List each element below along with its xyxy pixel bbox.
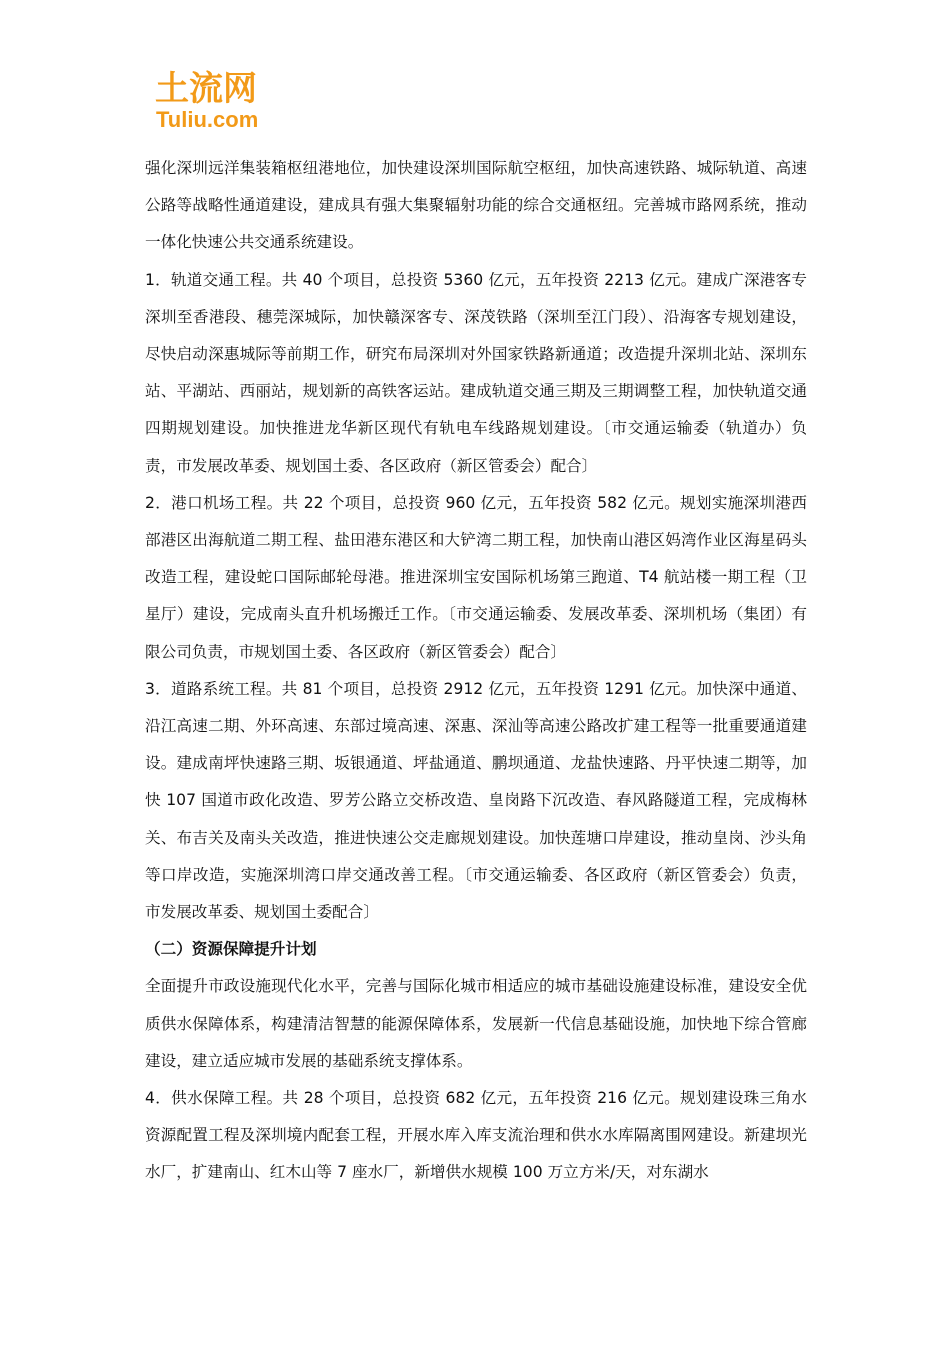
- logo-chinese-text: 土流网: [155, 69, 257, 109]
- logo-domain-text: Tuliu.com: [156, 107, 259, 132]
- paragraph-intro: 强化深圳远洋集装箱枢纽港地位，加快建设深圳国际航空枢纽，加快高速铁路、城际轨道、高速公路等战略性通道建设，建成具有强大集聚辐射功能的综合交通枢纽。完善城市路网系统，推动一体化快速公共交通系统建设。: [145, 159, 807, 252]
- paragraph-resource-intro: 全面提升市政设施现代化水平，完善与国际化城市相适应的城市基础设施建设标准，建设安全优质供水保障体系，构建清洁智慧的能源保障体系，发展新一代信息基础设施，加快地下综合管廊建设，建立适应城市发展的基础系统支撑体系。: [145, 977, 807, 1070]
- document-body: [145, 150, 807, 1192]
- paragraph-water-supply: 4．供水保障工程。共 28 个项目，总投资 682 亿元，五年投资 216 亿元。规划建设珠三角水资源配置工程及深圳境内配套工程，开展水库入库支流治理和供水水库隔离围网建设。新建坝光水厂，扩建南山、红木山等 7 座水厂，新增供水规模 100 万立方米/天，对东湖水: [145, 1089, 807, 1182]
- paragraph-rail-transit: 1．轨道交通工程。共 40 个项目，总投资 5360 亿元，五年投资 2213 亿元。建成广深港客专深圳至香港段、穗莞深城际，加快赣深客专、深茂铁路（深圳至江门段）、沿海客专规划建设，尽快启动深惠城际等前期工作，研究布局深圳对外国家铁路新通道；改造提升深圳北站、深圳东站、平湖站、西丽站，规划新的高铁客运站。建成轨道交通三期及三期调整工程，加快轨道交通四期规划建设。加快推进龙华新区现代有轨电车线路规划建设。〔市交通运输委（轨道办）负责，市发展改革委、规划国土委、各区政府（新区管委会）配合〕: [145, 270, 807, 475]
- section-heading: （二）资源保障提升计划: [145, 940, 317, 959]
- paragraph-port-airport: 2．港口机场工程。共 22 个项目，总投资 960 亿元，五年投资 582 亿元。规划实施深圳港西部港区出海航道二期工程、盐田港东港区和大铲湾二期工程，加快南山港区妈湾作业区海星码头改造工程，建设蛇口国际邮轮母港。推进深圳宝安国际机场第三跑道、T4 航站楼一期工程（卫星厅）建设，完成南头直升机场搬迁工作。〔市交通运输委、发展改革委、深圳机场（集团）有限公司负责，市规划国土委、各区政府（新区管委会）配合〕: [145, 493, 807, 661]
- paragraph-road-system: 3．道路系统工程。共 81 个项目，总投资 2912 亿元，五年投资 1291 亿元。加快深中通道、沿江高速二期、外环高速、东部过境高速、深惠、深汕等高速公路改扩建工程等一批重要通道建设。建成南坪快速路三期、坂银通道、坪盐通道、鹏坝通道、龙盐快速路、丹平快速二期等，加快 107 国道市政化改造、罗芳公路立交桥改造、皇岗路下沉改造、春风路隧道工程，完成梅林关、布吉关及南头关改造，推进快速公交走廊规划建设。加快莲塘口岸建设，推动皇岗、沙头角等口岸改造，实施深圳湾口岸交通改善工程。〔市交通运输委、各区政府（新区管委会）负责，市发展改革委、规划国土委配合〕: [145, 679, 807, 922]
- tuliu-logo[interactable]: [155, 70, 285, 132]
